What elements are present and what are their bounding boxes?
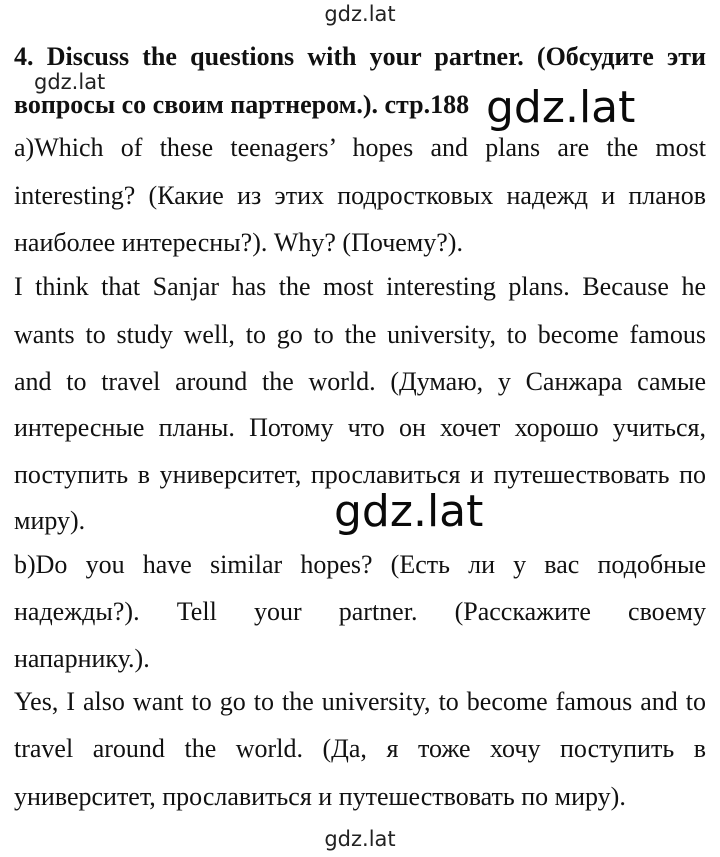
watermark-large-1: gdz.lat bbox=[486, 82, 636, 133]
task-heading-line-1: 4. Discuss the questions with your partner. (Обсудите эти bbox=[14, 42, 706, 71]
answer-b-line-1: Yes, I also want to go to the university, to become famous and to bbox=[14, 687, 706, 716]
question-a-line-2: interesting? (Какие из этих подростковых надежд и планов bbox=[14, 181, 706, 210]
question-b-line-1: b)Do you have similar hopes? (Есть ли у вас подобные bbox=[14, 550, 706, 579]
answer-a-line-4: интересные планы. Потому что он хочет хорошо учиться, bbox=[14, 413, 706, 442]
question-b-line-2: надежды?). Tell your partner. (Расскажите своему bbox=[14, 597, 706, 626]
answer-a-line-5: поступить в университет, прославиться и путешествовать по bbox=[14, 460, 706, 489]
question-a-line-1: a)Which of these teenagers’ hopes and plans are the most bbox=[14, 133, 706, 162]
question-b-line-3: напарнику.). bbox=[14, 644, 150, 673]
answer-a-line-1: I think that Sanjar has the most interesting plans. Because he bbox=[14, 272, 706, 301]
watermark-small: gdz.lat bbox=[34, 70, 106, 94]
watermark-bottom: gdz.lat bbox=[324, 827, 396, 851]
watermark-large-2: gdz.lat bbox=[334, 486, 484, 537]
answer-a-line-3: and to travel around the world. (Думаю, у Санжара самые bbox=[14, 367, 706, 396]
answer-b-line-2: travel around the world. (Да, я тоже хочу поступить в bbox=[14, 734, 706, 763]
watermark-top: gdz.lat bbox=[324, 2, 396, 26]
answer-b-line-3: университет, прославиться и путешествовать по миру). bbox=[14, 782, 626, 811]
question-a-line-3: наиболее интересны?). Why? (Почему?). bbox=[14, 228, 463, 257]
answer-a-line-2: wants to study well, to go to the university, to become famous bbox=[14, 320, 706, 349]
task-heading-line-2: вопросы со своим партнером.). стр.188 bbox=[14, 90, 470, 119]
answer-a-line-6: миру). bbox=[14, 506, 86, 535]
